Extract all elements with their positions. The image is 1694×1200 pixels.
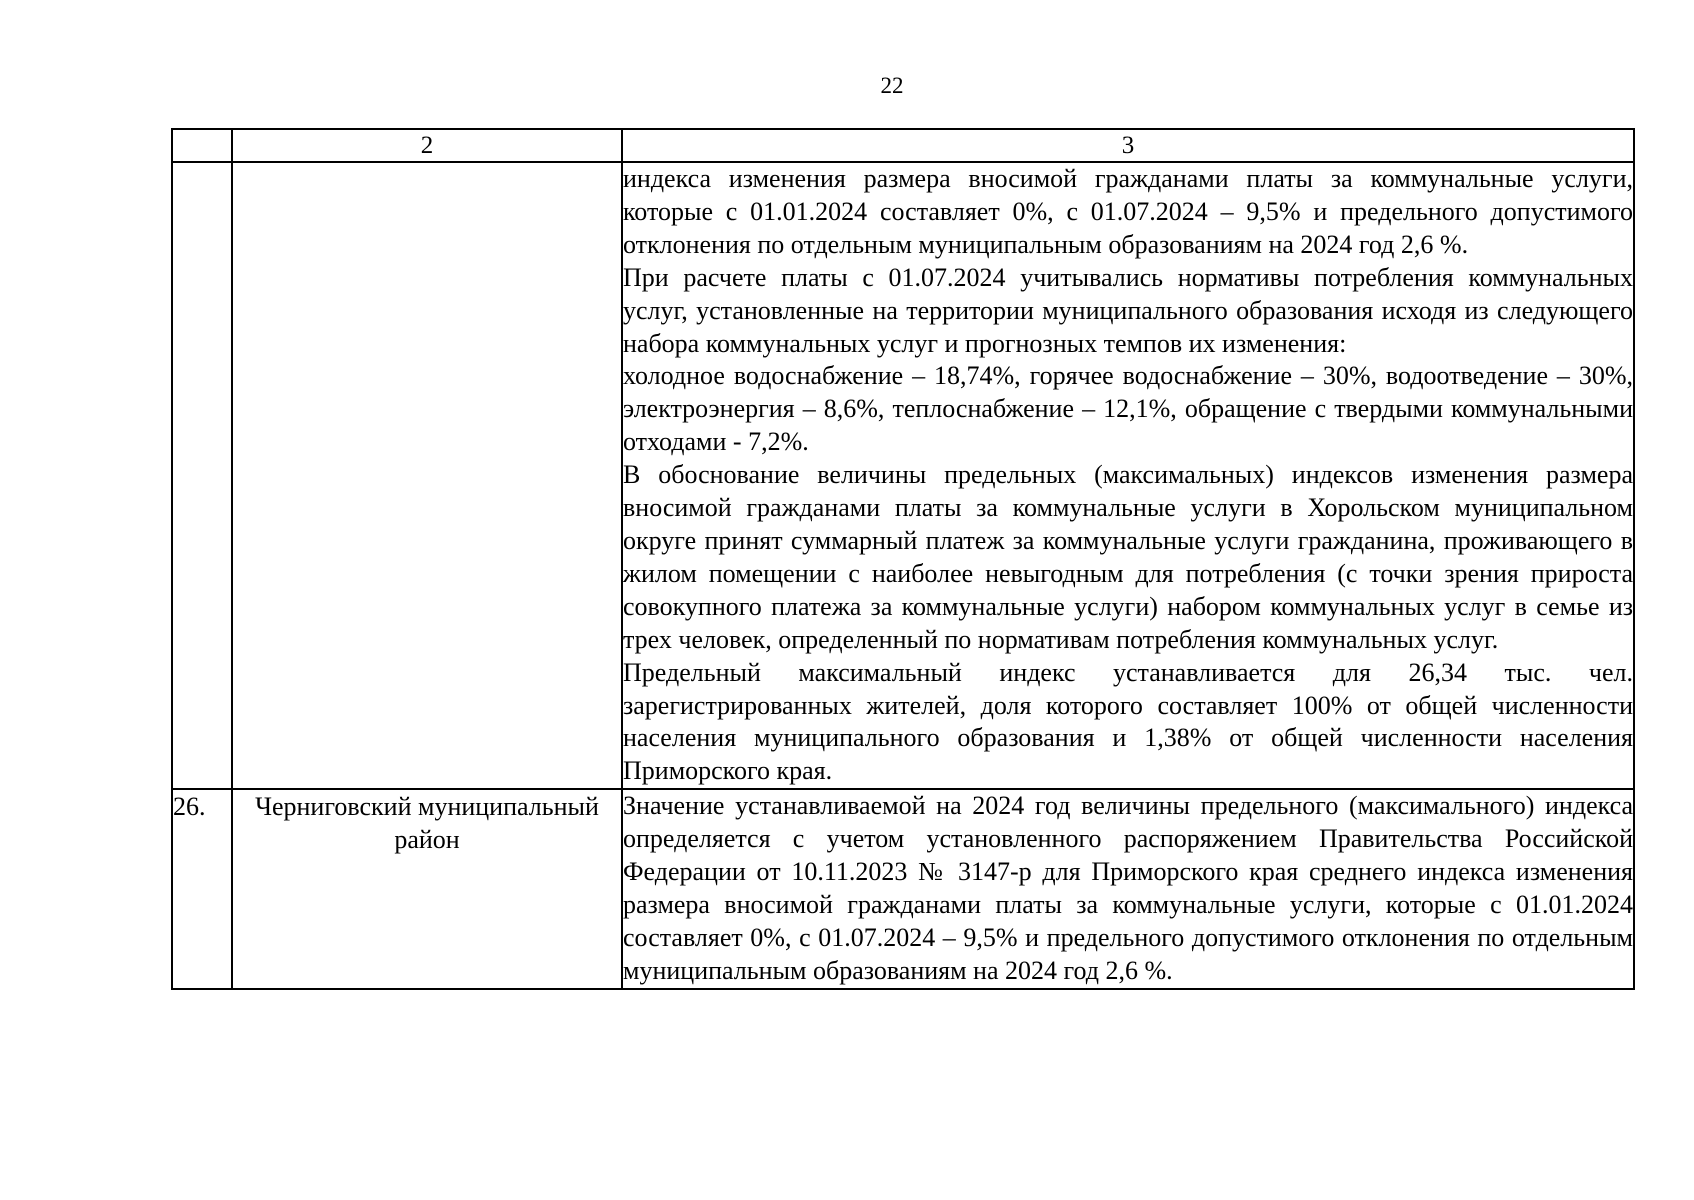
header-col-2: 2	[232, 129, 622, 162]
paragraph: индекса изменения размера вносимой гражданами платы за коммунальные услуги, которые с 01.01.2024 составляет 0%, с 01.07.2024 – 9,5% и предельного допустимого отклонения по отдельным муниципальным образованиям на 2024 год 2,6 %.	[623, 164, 1633, 259]
header-col-1	[172, 129, 232, 162]
paragraph: При расчете платы с 01.07.2024 учитывались нормативы потребления коммунальных услуг, установленные на территории муниципального образования исходя из следующего набора коммунальных услуг и прогнозных темпов их изменения:	[623, 262, 1633, 358]
row-content	[622, 789, 1634, 988]
header-col-3: 3	[622, 129, 1634, 162]
paragraph: холодное водоснабжение – 18,74%, горячее водоснабжение – 30%, водоотведение – 30%, электроэнергия – 8,6%, теплоснабжение – 12,1%, обращение с твердыми коммунальными отходами - 7,2%.	[623, 361, 1633, 457]
table-header-row	[172, 129, 1634, 162]
row-number	[172, 162, 232, 789]
municipality-name: Черниговский муниципальный район	[232, 789, 622, 988]
row-content	[622, 162, 1634, 789]
municipal-index-table	[171, 128, 1635, 990]
paragraph: Значение устанавливаемой на 2024 год величины предельного (максимального) индекса определяется с учетом установленного распоряжением Правительства Российской Федерации от 10.11.2023 № 3147-р для Приморского края среднего индекса изменения размера вносимой гражданами платы за коммунальные услуги, которые с 01.01.2024 составляет 0%, с 01.07.2024 – 9,5% и предельного допустимого отклонения по отдельным муниципальным образованиям на 2024 год 2,6 %.	[623, 791, 1633, 985]
table-row	[172, 789, 1634, 988]
municipality-name	[232, 162, 622, 789]
table-row	[172, 162, 1634, 789]
paragraph: В обоснование величины предельных (максимальных) индексов изменения размера вносимой гражданами платы за коммунальные услуги в Хорольском муниципальном округе принят суммарный платеж за коммунальные услуги гражданина, проживающего в жилом помещении с наиболее невыгодным для потребления (с точки зрения прироста совокупного платежа за коммунальные услуги) набором коммунальных услуг в семье из трех человек, определенный по нормативам потребления коммунальных услуг.	[623, 460, 1633, 654]
paragraph: Предельный максимальный индекс устанавливается для 26,34 тыс. чел. зарегистрированных жителей, доля которого составляет 100% от общей численности населения муниципального образования и 1,38% от общей численности населения Приморского края.	[623, 657, 1633, 786]
page-number: 22	[880, 73, 904, 98]
row-number: 26.	[172, 789, 232, 988]
